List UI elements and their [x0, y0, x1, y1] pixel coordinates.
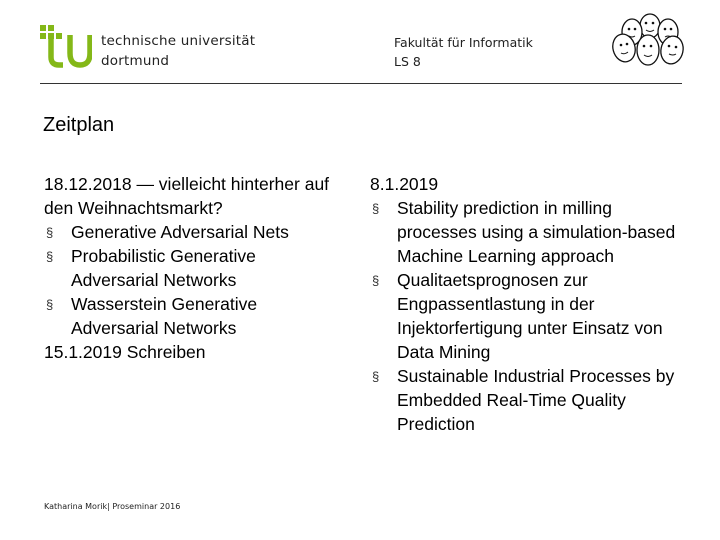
list-item: § Qualitaetsprognosen zur Engpassentlastung in der Injektorfertigung unter Einsatz von Data Mining — [372, 270, 663, 362]
list-item: § Wasserstein Generative Adversarial Networks — [46, 294, 258, 338]
left-bullet-list — [44, 220, 344, 340]
left-column — [44, 172, 344, 364]
faculty-line-1: Fakultät für Informatik — [394, 35, 533, 50]
header-divider — [40, 83, 682, 84]
tu-logo-icon — [40, 25, 92, 69]
faculty-line-2: LS 8 — [394, 54, 421, 69]
square-bullet-icon: § — [46, 225, 54, 240]
university-line-1: technische universität — [101, 33, 256, 49]
left-outro: 15.1.2019 Schreiben — [44, 342, 206, 362]
list-item: § Generative Adversarial Nets — [44, 220, 344, 244]
list-item: § Sustainable Industrial Processes by Embedded Real-Time Quality Prediction — [372, 366, 675, 434]
list-item: § Probabilistic Generative Adversarial Networks — [46, 246, 256, 290]
right-intro: 8.1.2019 — [370, 174, 439, 194]
square-bullet-icon: § — [372, 369, 380, 384]
square-bullet-icon: § — [372, 201, 380, 216]
footer-text: Katharina Morik| Proseminar 2016 — [44, 502, 181, 511]
right-bullet-list — [370, 196, 680, 436]
university-name — [101, 31, 255, 71]
square-bullet-icon: § — [372, 273, 380, 288]
eggs-illustration-icon — [610, 8, 690, 72]
square-bullet-icon: § — [46, 249, 54, 264]
square-bullet-icon: § — [46, 297, 54, 312]
university-line-2: dortmund — [101, 53, 170, 69]
slide-title: Zeitplan — [43, 114, 115, 136]
left-intro: 18.12.2018 — vielleicht hinterher auf den Weihnachtsmarkt? — [44, 174, 330, 218]
faculty-name — [394, 33, 533, 71]
list-item: § Stability prediction in milling processes using a simulation-based Machine Learning approach — [372, 198, 676, 266]
right-column — [370, 172, 680, 436]
